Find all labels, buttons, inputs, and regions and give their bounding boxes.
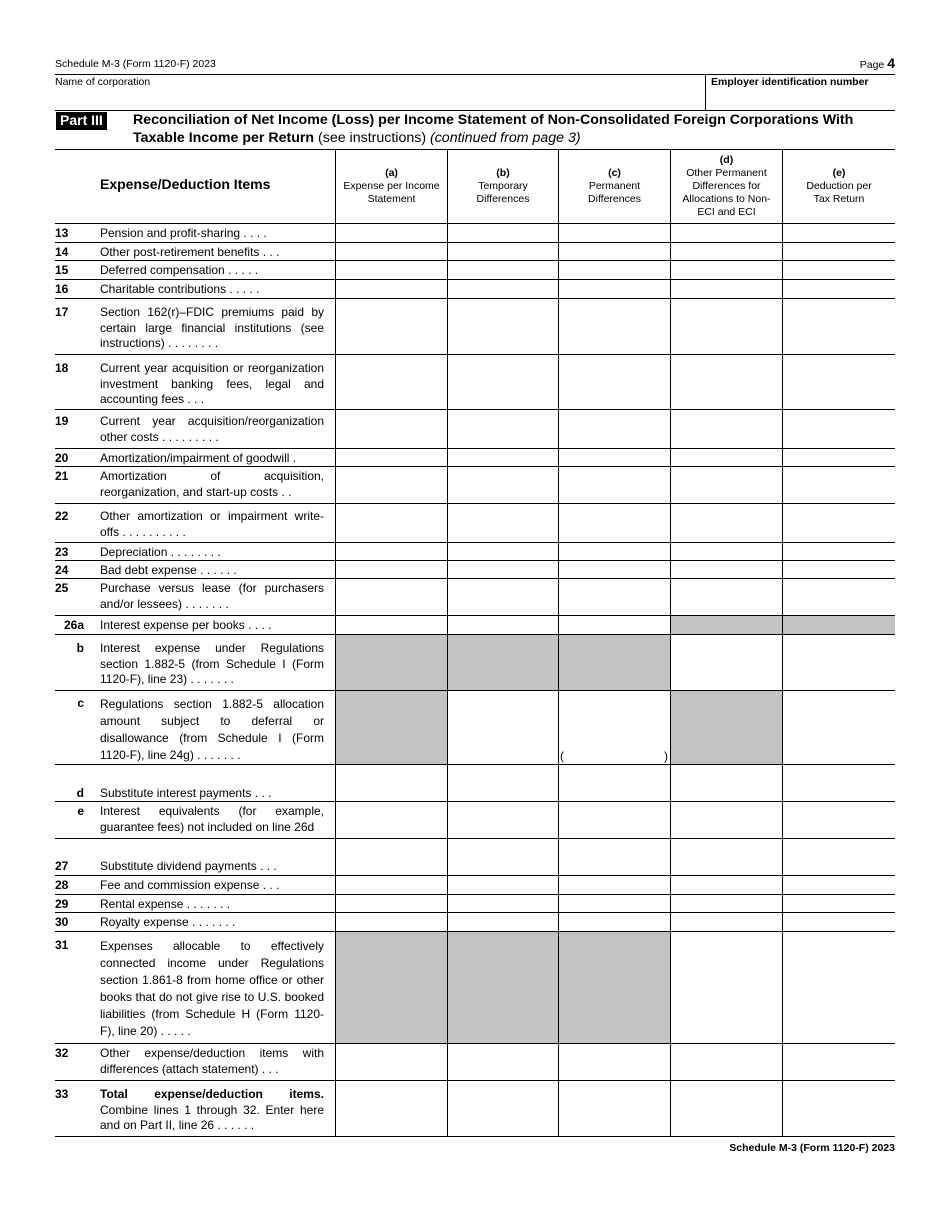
line-19-col-e[interactable]	[782, 410, 895, 448]
page-num: 4	[887, 55, 895, 71]
line-23-col-e[interactable]	[782, 543, 895, 560]
line-25-col-c[interactable]	[558, 579, 670, 615]
line-17-col-a[interactable]	[335, 299, 447, 354]
line-19-col-c[interactable]	[558, 410, 670, 448]
line-25: 25 Purchase versus lease (for purchasers and/or lessees) . . . . . . .	[55, 578, 895, 615]
ein-label: Employer identification number	[711, 76, 869, 88]
line-21: 21 Amortization of acquisition, reorganization, and start-up costs . .	[55, 466, 895, 503]
line-20-col-d[interactable]	[670, 449, 782, 466]
line-22-col-d[interactable]	[670, 504, 782, 542]
line-15-col-c[interactable]	[558, 261, 670, 279]
line-33: 33 Total expense/deduction items. Combine lines 1 through 32. Enter here and on Part II, line 26 . . . . . .	[55, 1080, 895, 1136]
col-head-c: (c) Permanent Differences	[588, 167, 641, 205]
line-17-col-e[interactable]	[782, 299, 895, 354]
line-31-col-a-shaded	[336, 932, 447, 1043]
line-26d-col-c[interactable]	[558, 765, 670, 801]
line-26d-col-e[interactable]	[782, 765, 895, 801]
line-27-col-b[interactable]	[447, 839, 558, 875]
line-23: 23 Depreciation . . . . . . . .	[55, 542, 895, 560]
line-22-col-b[interactable]	[447, 504, 558, 542]
line-26a: 26a Interest expense per books . . . .	[55, 615, 895, 634]
part-badge: Part III	[56, 112, 107, 130]
line-13-col-e[interactable]	[782, 224, 895, 242]
line-33-col-b[interactable]	[447, 1081, 558, 1136]
line-13-col-a[interactable]	[335, 224, 447, 242]
line-24-col-c[interactable]	[558, 561, 670, 578]
line-26e-col-e[interactable]	[782, 802, 895, 838]
line-16-col-d[interactable]	[670, 280, 782, 298]
line-28-col-d[interactable]	[670, 876, 782, 894]
line-17-col-c[interactable]	[558, 299, 670, 354]
line-14-col-d[interactable]	[670, 243, 782, 260]
line-13-col-c[interactable]	[558, 224, 670, 242]
line-23-col-d[interactable]	[670, 543, 782, 560]
line-31-col-d[interactable]	[670, 932, 782, 1043]
line-23-col-c[interactable]	[558, 543, 670, 560]
line-26b-col-d[interactable]	[670, 635, 782, 690]
line-28-col-e[interactable]	[782, 876, 895, 894]
line-16-col-a[interactable]	[335, 280, 447, 298]
line-13-col-d[interactable]	[670, 224, 782, 242]
line-24-col-b[interactable]	[447, 561, 558, 578]
line-15-col-b[interactable]	[447, 261, 558, 279]
corporation-name-field[interactable]: Name of corporation	[55, 76, 151, 88]
line-29-col-b[interactable]	[447, 895, 558, 912]
line-21-col-c[interactable]	[558, 467, 670, 503]
line-33-col-d[interactable]	[670, 1081, 782, 1136]
col-head-d: (d) Other Permanent Differences for Allocations to Non-ECI and ECI	[682, 154, 771, 218]
line-21-col-e[interactable]	[782, 467, 895, 503]
line-29-col-e[interactable]	[782, 895, 895, 912]
line-20-col-c[interactable]	[558, 449, 670, 466]
line-15: 15 Deferred compensation . . . . .	[55, 260, 895, 279]
line-26c-col-d-shaded	[671, 691, 782, 764]
table-bottom-border	[55, 1136, 895, 1137]
line-26b-col-c-shaded	[559, 635, 670, 690]
line-26c-col-c[interactable]	[558, 691, 670, 764]
paren-open: (	[560, 749, 564, 763]
line-21-col-b[interactable]	[447, 467, 558, 503]
line-25-col-a[interactable]	[335, 579, 447, 615]
page-number	[860, 55, 895, 71]
line-22-col-a[interactable]	[335, 504, 447, 542]
line-30-col-d[interactable]	[670, 913, 782, 931]
line-15-col-a[interactable]	[335, 261, 447, 279]
line-14: 14 Other post-retirement benefits . . .	[55, 242, 895, 260]
line-18: 18 Current year acquisition or reorganization investment banking fees, legal and accounting fees . . .	[55, 354, 895, 409]
part-title	[133, 111, 873, 147]
line-14-col-e[interactable]	[782, 243, 895, 260]
line-18-col-e[interactable]	[782, 355, 895, 409]
line-28-col-b[interactable]	[447, 876, 558, 894]
line-28-col-c[interactable]	[558, 876, 670, 894]
line-32-col-b[interactable]	[447, 1044, 558, 1080]
line-29-col-c[interactable]	[558, 895, 670, 912]
line-14-col-c[interactable]	[558, 243, 670, 260]
line-30-col-b[interactable]	[447, 913, 558, 931]
line-25-col-d[interactable]	[670, 579, 782, 615]
line-25-col-b[interactable]	[447, 579, 558, 615]
part-title-italic: (continued from page 3)	[429, 130, 581, 146]
line-24-col-e[interactable]	[782, 561, 895, 578]
line-26e-col-c[interactable]	[558, 802, 670, 838]
line-26a-col-b[interactable]	[447, 616, 558, 634]
line-14-col-b[interactable]	[447, 243, 558, 260]
line-25-col-e[interactable]	[782, 579, 895, 615]
line-22-col-e[interactable]	[782, 504, 895, 542]
line-13-col-b[interactable]	[447, 224, 558, 242]
line-31-col-e[interactable]	[782, 932, 895, 1043]
line-16-col-b[interactable]	[447, 280, 558, 298]
name-row	[55, 75, 895, 111]
line-29-col-d[interactable]	[670, 895, 782, 912]
line-16-col-c[interactable]	[558, 280, 670, 298]
items-header: Expense/Deduction Items	[100, 176, 271, 192]
line-24: 24 Bad debt expense . . . . . .	[55, 560, 895, 578]
line-28: 28 Fee and commission expense . . .	[55, 875, 895, 894]
line-26a-col-a[interactable]	[335, 616, 447, 634]
line-27: 27 Substitute dividend payments . . .	[55, 838, 895, 875]
page-word: Page	[859, 59, 885, 71]
line-26d-col-b[interactable]	[447, 765, 558, 801]
line-29: 29 Rental expense . . . . . . .	[55, 894, 895, 912]
line-23-col-a[interactable]	[335, 543, 447, 560]
line-17: 17 Section 162(r)–FDIC premiums paid by certain large financial institutions (see instructions) . . . . . . . .	[55, 298, 895, 354]
line-13: 13 Pension and profit-sharing . . . .	[55, 223, 895, 242]
line-14-col-a[interactable]	[335, 243, 447, 260]
line-22-col-c[interactable]	[558, 504, 670, 542]
line-22: 22 Other amortization or impairment write-offs . . . . . . . . . .	[55, 503, 895, 542]
line-19-col-b[interactable]	[447, 410, 558, 448]
line-30: 30 Royalty expense . . . . . . .	[55, 912, 895, 931]
line-18-col-c[interactable]	[558, 355, 670, 409]
line-26e-col-b[interactable]	[447, 802, 558, 838]
line-20-col-b[interactable]	[447, 449, 558, 466]
line-26a-col-c[interactable]	[558, 616, 670, 634]
line-27-col-a[interactable]	[335, 839, 447, 875]
line-30-col-c[interactable]	[558, 913, 670, 931]
line-27-col-d[interactable]	[670, 839, 782, 875]
line-18-col-a[interactable]	[335, 355, 447, 409]
part-title-normal: (see instructions)	[314, 130, 430, 146]
line-32-col-d[interactable]	[670, 1044, 782, 1080]
line-27-col-c[interactable]	[558, 839, 670, 875]
col-head-b: (b) Temporary Differences	[476, 167, 530, 205]
line-15-col-d[interactable]	[670, 261, 782, 279]
line-26d-col-d[interactable]	[670, 765, 782, 801]
line-32-col-e[interactable]	[782, 1044, 895, 1080]
paren-close: )	[664, 749, 668, 763]
line-33-col-c[interactable]	[558, 1081, 670, 1136]
line-33-col-e[interactable]	[782, 1081, 895, 1136]
line-31-col-c-shaded	[559, 932, 670, 1043]
line-26b-col-a-shaded	[336, 635, 447, 690]
line-21-col-d[interactable]	[670, 467, 782, 503]
line-17-col-d[interactable]	[670, 299, 782, 354]
line-19-col-a[interactable]	[335, 410, 447, 448]
line-26d-col-a[interactable]	[335, 765, 447, 801]
line-16: 16 Charitable contributions . . . . .	[55, 279, 895, 298]
line-33-desc: Total expense/deduction items. Combine lines 1 through 32. Enter here and on Part II, line 26 . . . . . .	[100, 1087, 324, 1132]
part-header	[55, 111, 895, 150]
line-28-col-a[interactable]	[335, 876, 447, 894]
line-29-col-a[interactable]	[335, 895, 447, 912]
line-24-col-a[interactable]	[335, 561, 447, 578]
line-30-col-e[interactable]	[782, 913, 895, 931]
line-31-col-b-shaded	[448, 932, 558, 1043]
column-headers	[55, 150, 895, 223]
col-head-e: (e) Deduction per Tax Return	[806, 167, 872, 205]
line-20-col-e[interactable]	[782, 449, 895, 466]
line-26c-col-a-shaded	[336, 691, 447, 764]
line-26b: b Interest expense under Regulations section 1.882-5 (from Schedule I (Form 1120-F), line 23) . . . . . . .	[55, 634, 895, 690]
line-18-col-d[interactable]	[670, 355, 782, 409]
line-20-col-a[interactable]	[335, 449, 447, 466]
line-30-col-a[interactable]	[335, 913, 447, 931]
line-19-col-d[interactable]	[670, 410, 782, 448]
ein-field[interactable]	[705, 75, 895, 111]
line-26e: e Interest equivalents (for example, guarantee fees) not included on line 26d	[55, 801, 895, 838]
line-26b-col-b-shaded	[448, 635, 558, 690]
line-32-col-c[interactable]	[558, 1044, 670, 1080]
line-23-col-b[interactable]	[447, 543, 558, 560]
line-24-col-d[interactable]	[670, 561, 782, 578]
line-32: 32 Other expense/deduction items with differences (attach statement) . . .	[55, 1043, 895, 1080]
line-26c-col-e[interactable]	[782, 691, 895, 764]
line-26c-col-b[interactable]	[447, 691, 558, 764]
line-27-col-e[interactable]	[782, 839, 895, 875]
line-17-col-b[interactable]	[447, 299, 558, 354]
line-20: 20 Amortization/impairment of goodwill .	[55, 448, 895, 466]
form-id: Schedule M-3 (Form 1120-F) 2023	[55, 58, 216, 70]
line-31: 31 Expenses allocable to effectively connected income under Regulations section 1.861-8 from home office or other books that do not give rise to U.S. booked liabilities (from Schedule H (Form 1120-F), line 20) . . . . .	[55, 931, 895, 1043]
line-32-col-a[interactable]	[335, 1044, 447, 1080]
line-15-col-e[interactable]	[782, 261, 895, 279]
line-16-col-e[interactable]	[782, 280, 895, 298]
line-33-col-a[interactable]	[335, 1081, 447, 1136]
form-header	[55, 55, 895, 75]
line-26c: c Regulations section 1.882-5 allocation amount subject to deferral or disallowance (from Schedule I (Form 1120-F), line 24g) . . . . . . . ( )	[55, 690, 895, 764]
line-26b-col-e[interactable]	[782, 635, 895, 690]
footer-form-id: Schedule M-3 (Form 1120-F) 2023	[729, 1142, 895, 1154]
line-19: 19 Current year acquisition/reorganization other costs . . . . . . . . .	[55, 409, 895, 448]
line-26a-col-d-shaded	[671, 616, 782, 634]
part-title-bold: Reconciliation of Net Income (Loss) per Income Statement of Non-Consolidated Foreign Corporations With Taxable Income per Return	[133, 112, 854, 146]
line-26e-col-d[interactable]	[670, 802, 782, 838]
col-head-a: (a) Expense per Income Statement	[343, 167, 440, 205]
line-21-col-a[interactable]	[335, 467, 447, 503]
line-26d: d Substitute interest payments . . .	[55, 764, 895, 801]
line-26e-col-a[interactable]	[335, 802, 447, 838]
line-26a-col-e-shaded	[783, 616, 895, 634]
line-18-col-b[interactable]	[447, 355, 558, 409]
